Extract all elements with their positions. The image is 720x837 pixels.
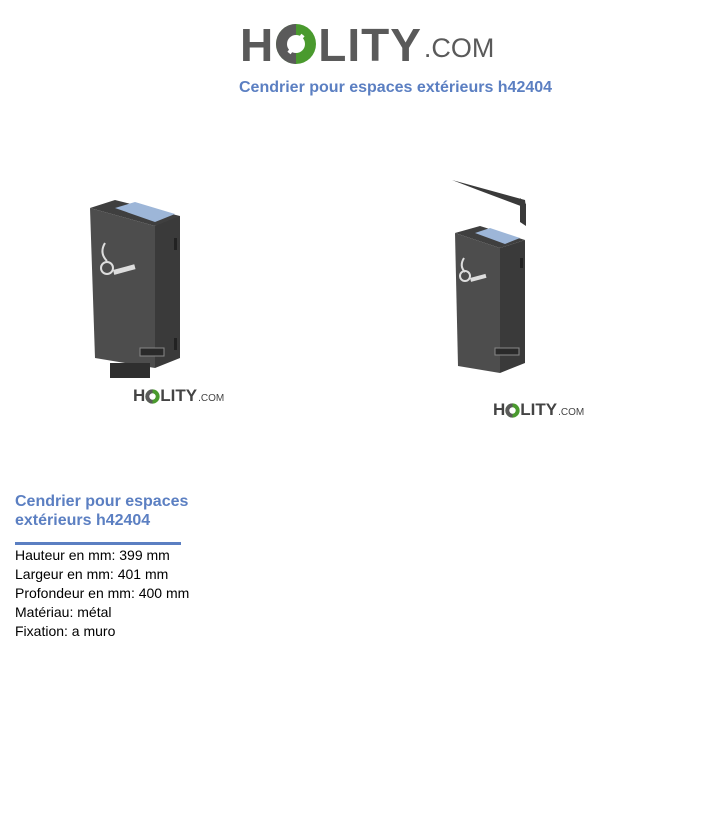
holity-logo <box>240 12 495 71</box>
spec-height: Hauteur en mm: 399 mm <box>15 547 170 563</box>
logo-text-left: H <box>240 19 275 71</box>
spec-fixing: Fixation: a muro <box>15 623 116 639</box>
page-title: Cendrier pour espaces extérieurs h42404 <box>239 79 553 96</box>
spec-depth: Profondeur en mm: 400 mm <box>15 585 190 601</box>
logo-domain: .COM <box>423 33 495 63</box>
product-title: Cendrier pour espaces extérieurs h42404 <box>15 493 189 529</box>
title-divider <box>15 542 181 545</box>
logo-o-icon <box>145 389 160 404</box>
logo-o-icon <box>275 23 317 65</box>
ashtray-open-image <box>450 178 530 383</box>
ashtray-closed-image <box>85 198 185 388</box>
spec-width: Largeur en mm: 401 mm <box>15 566 169 582</box>
spec-list <box>15 546 189 641</box>
spec-material: Matériau: métal <box>15 604 112 620</box>
logo-o-icon <box>505 403 520 418</box>
image-logo-2: H LITY .COM <box>493 400 585 419</box>
image-logo-1: H LITY .COM <box>133 386 225 405</box>
logo-text-right: LITY <box>318 19 422 71</box>
